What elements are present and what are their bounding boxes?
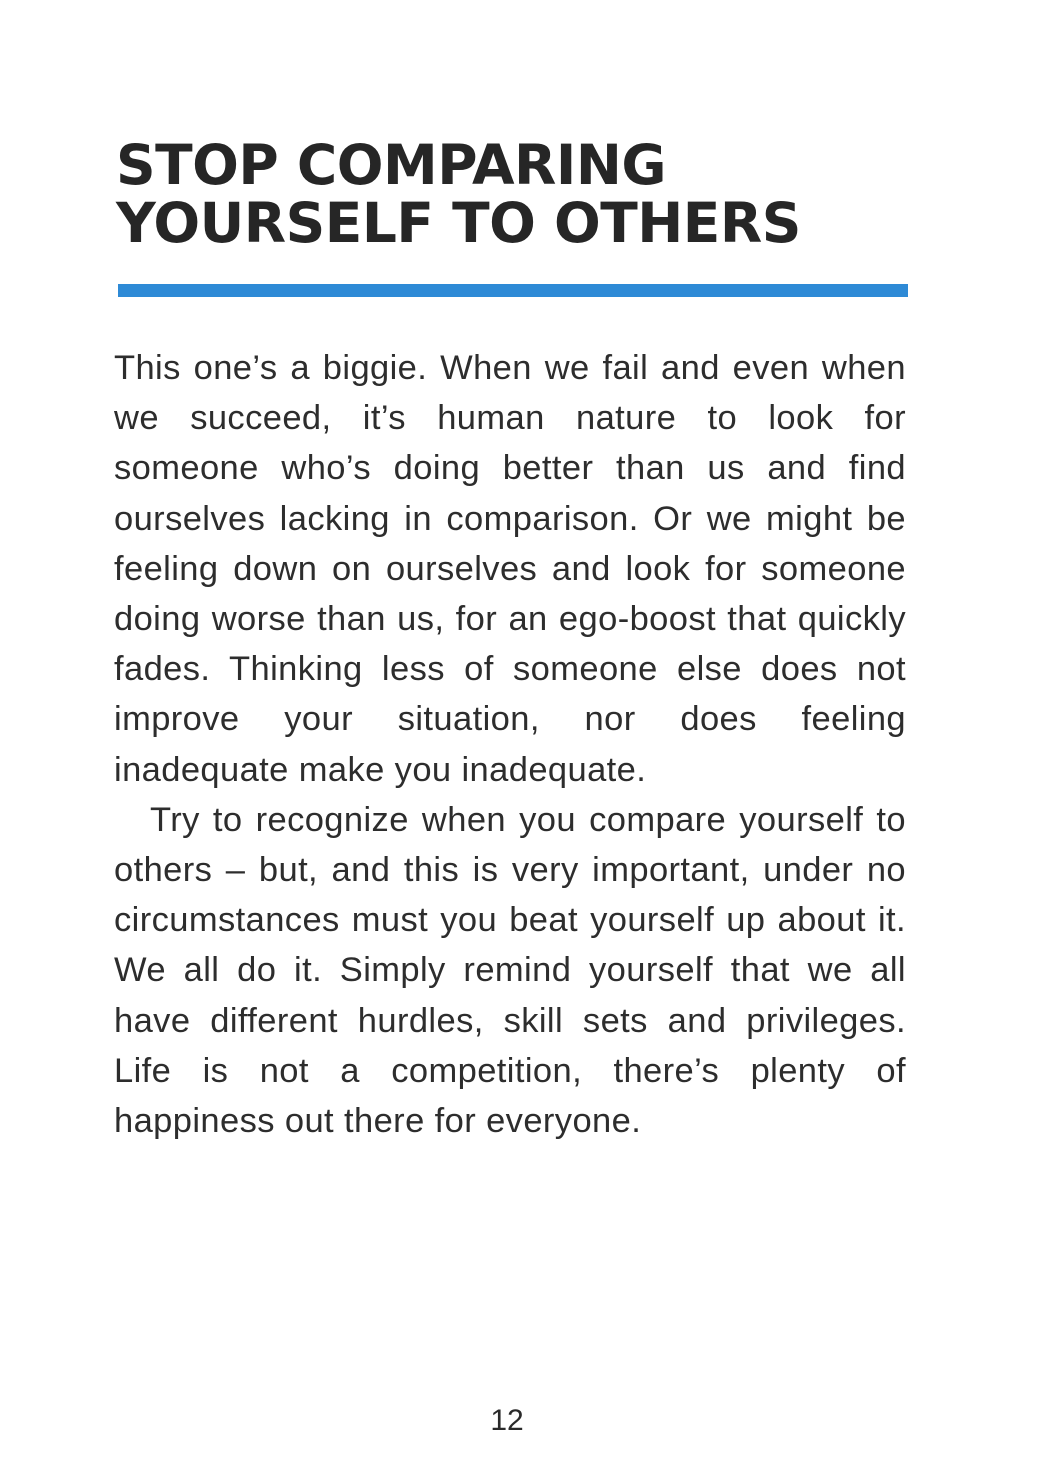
body-text — [114, 343, 906, 1146]
page-title — [116, 133, 916, 255]
paragraph-2: Try to recognize when you compare yourself to others – but, and this is very important, under no circumstances must you beat yourself up about it. We all do it. Simply remind yourself that we all have different hurdles, skill sets and privileges. Life is not a competition, there’s plenty of happiness out there for everyone. — [114, 800, 906, 1141]
title-line-2: YOURSELF TO OTHERS — [116, 191, 801, 255]
paragraph-1: This one’s a biggie. When we fail and even when we succeed, it’s human nature to look for someone who’s doing better than us and find ourselves lacking in comparison. Or we might be feeling down on ourselves and look for someone doing worse than us, for an ego-boost that quickly fades. Thinking less of someone else does not improve your situation, nor does feeling inadequate make you inadequate. — [114, 349, 906, 789]
title-line-1: STOP COMPARING — [116, 133, 667, 197]
title-underline-rule — [118, 284, 908, 297]
page-number: 12 — [490, 1404, 524, 1437]
